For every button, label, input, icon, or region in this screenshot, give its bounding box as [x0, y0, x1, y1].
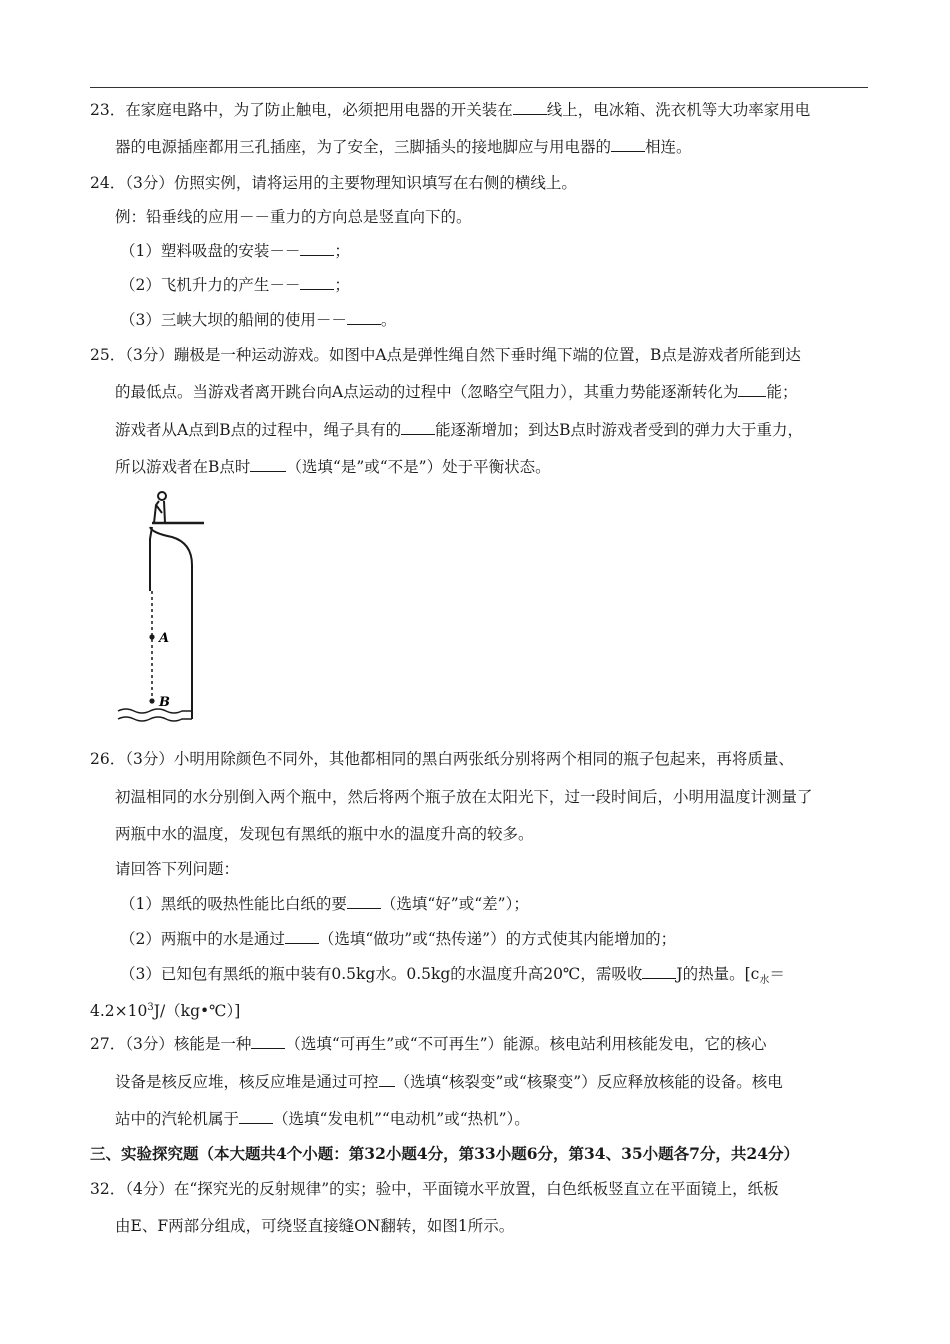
q25-line-1: 25．（3分）蹦极是一种运动游戏。如图中A点是弹性绳自然下垂时绳下端的位置，B点是游戏者所能到达 — [90, 346, 801, 364]
bungee-figure — [112, 487, 212, 727]
answer-blank[interactable] — [239, 1109, 273, 1124]
q24-item-2: （2）飞机升力的产生－－ ； — [120, 276, 350, 294]
point-a-label: A — [159, 631, 170, 646]
q27-line-1: 27．（3分）核能是一种 （选填“可再生”或“不可再生”）能源。核电站利用核能发电，它的核心 — [90, 1035, 767, 1053]
q26-line-3: 两瓶中水的温度，发现包有黑纸的瓶中水的温度升高的较多。 — [115, 825, 534, 843]
q26-line-2: 初温相同的水分别倒入两个瓶中，然后将两个瓶子放在太阳光下，过一段时间后，小明用温度计测量了 — [115, 788, 813, 806]
q25-line-4: 所以游戏者在B点时 （选填“是”或“不是”）处于平衡状态。 — [115, 458, 551, 476]
answer-blank[interactable] — [513, 100, 547, 115]
answer-blank[interactable] — [347, 310, 381, 325]
jumper-head — [158, 492, 166, 500]
answer-blank[interactable] — [251, 1034, 285, 1049]
answer-blank[interactable] — [379, 1072, 395, 1087]
q25-line-3: 游戏者从A点到B点的过程中，绳子具有的 能逐渐增加；到达B点时游戏者受到的弹力大于重力， — [115, 421, 803, 439]
q32-line-2: 由E、F两部分组成，可绕竖直接缝ON翻转，如图1所示。 — [115, 1217, 515, 1235]
point-b-label: B — [159, 695, 170, 710]
answer-blank[interactable] — [285, 929, 319, 944]
answer-blank[interactable] — [300, 275, 334, 290]
answer-blank[interactable] — [401, 420, 435, 435]
jumper-body — [154, 501, 165, 523]
q23-line-2: 器的电源插座都用三孔插座，为了安全，三脚插头的接地脚应与用电器的 相连。 — [115, 138, 692, 156]
q26-item-2: （2）两瓶中的水是通过 （选填“做功”或“热传递”）的方式使其内能增加的； — [120, 930, 677, 948]
answer-blank[interactable] — [250, 457, 286, 472]
q25-line-2: 的最低点。当游戏者离开跳台向A点运动的过程中（忽略空气阻力），其重力势能逐渐转化为 能； — [115, 383, 798, 401]
tower-left-edge — [150, 527, 152, 591]
water-wave-2 — [118, 717, 192, 721]
q32-line-1: 32．（4分）在“探究光的反射规律”的实；验中，平面镜水平放置，白色纸板竖直立在平面镜上，纸板 — [90, 1180, 779, 1198]
point-a-dot — [149, 634, 154, 639]
answer-blank[interactable] — [611, 137, 645, 152]
q26-prompt: 请回答下列问题： — [115, 860, 240, 878]
header-rule — [90, 87, 868, 88]
q26-item-3-continued: $4.2\times 10^3J/(kg•℃)$] — [90, 1002, 241, 1021]
q23-line-1: 23．在家庭电路中，为了防止触电，必须把用电器的开关装在 线上，电冰箱、洗衣机等大功率家用电 — [90, 101, 811, 119]
point-b-dot — [149, 698, 154, 703]
water-wave-1 — [118, 709, 192, 713]
answer-blank[interactable] — [738, 382, 766, 397]
q26-item-3: （3）已知包有黑纸的瓶中装有0.5kg水。0.5kg的水温度升高20℃，需吸收 J的热量。[$c_水=$ — [120, 965, 785, 987]
q26-item-1: （1）黑纸的吸热性能比白纸的要 （选填“好”或“差”）； — [120, 895, 529, 913]
answer-blank[interactable] — [347, 894, 381, 909]
tower-wall — [150, 527, 192, 719]
answer-blank[interactable] — [642, 964, 676, 979]
q27-line-2: 设备是核反应堆，核反应堆是通过可控 （选填“核裂变”或“核聚变”）反应释放核能的设备。核电 — [115, 1073, 783, 1091]
answer-blank[interactable] — [300, 241, 334, 256]
q24-example: 例：铅垂线的应用－－重力的方向总是竖直向下的。 — [115, 208, 472, 226]
q24-item-3: （3）三峡大坝的船闸的使用－－ 。 — [120, 311, 397, 329]
q24-stem: 24．（3分）仿照实例，请将运用的主要物理知识填写在右侧的横线上。 — [90, 174, 577, 192]
section-heading: 三、实验探究题（本大题共4个小题：第32小题4分，第33小题6分，第34、35小题各7分，共24分） — [90, 1144, 799, 1163]
q27-line-3: 站中的汽轮机属于 （选填“发电机”“电动机”或“热机”）。 — [115, 1110, 530, 1128]
q24-item-1: （1）塑料吸盘的安装－－ ； — [120, 242, 350, 260]
q26-line-1: 26．（3分）小明用除颜色不同外，其他都相同的黑白两张纸分别将两个相同的瓶子包起来，再将质量、 — [90, 750, 794, 768]
